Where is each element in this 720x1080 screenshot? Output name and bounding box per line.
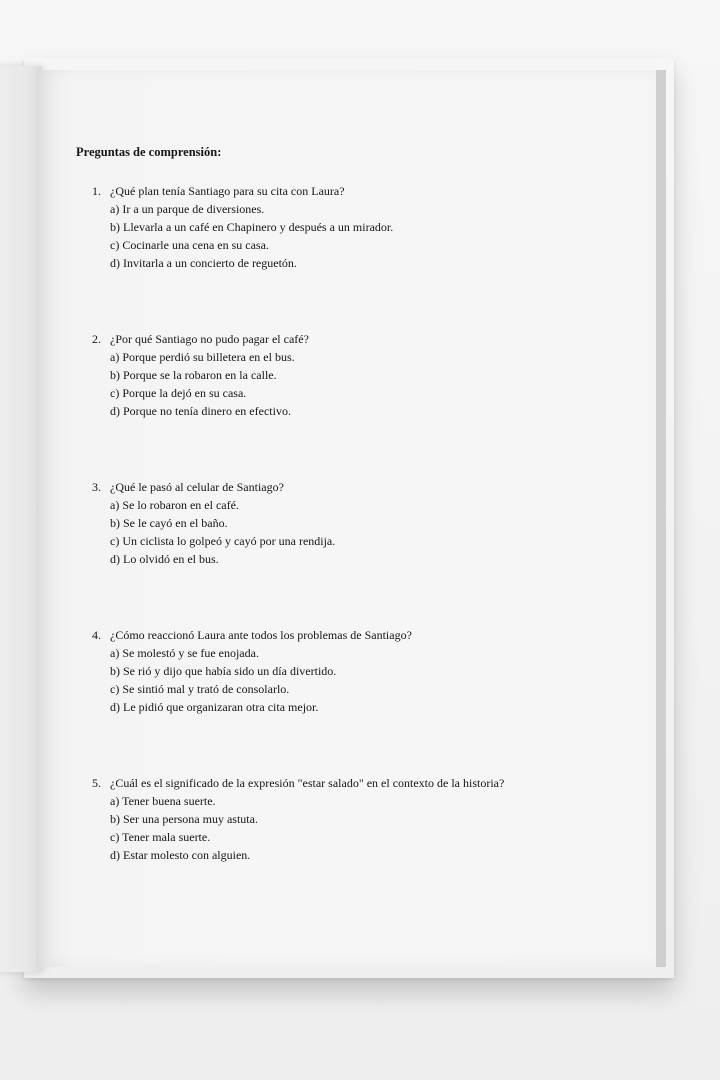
answer-option-c: c) Cocinarle una cena en su casa.: [110, 238, 269, 252]
question-4: [76, 626, 576, 716]
question-text: ¿Cuál es el significado de la expresión "estar salado" en el contexto de la historia?: [110, 776, 505, 790]
question-2: [76, 330, 576, 420]
question-text: ¿Qué le pasó al celular de Santiago?: [110, 480, 284, 494]
question-number: 3.: [92, 480, 101, 494]
answer-option-a: a) Se lo robaron en el café.: [110, 498, 239, 512]
question-text: ¿Qué plan tenía Santiago para su cita con Laura?: [110, 184, 345, 198]
question-text: ¿Cómo reaccionó Laura ante todos los problemas de Santiago?: [110, 628, 412, 642]
question-5: [76, 774, 576, 864]
question-number: 5.: [92, 776, 101, 790]
answer-option-a: a) Tener buena suerte.: [110, 794, 216, 808]
question-1: [76, 182, 576, 272]
answer-option-c: c) Tener mala suerte.: [110, 830, 211, 844]
answer-option-d: d) Porque no tenía dinero en efectivo.: [110, 404, 291, 418]
question-number: 1.: [92, 184, 101, 198]
answer-options: [110, 496, 576, 568]
answer-option-d: d) Invitarla a un concierto de reguetón.: [110, 256, 297, 270]
question-number: 2.: [92, 332, 101, 346]
question-3: [76, 478, 576, 568]
answer-option-b: b) Se rió y dijo que había sido un día divertido.: [110, 664, 337, 678]
answer-option-b: b) Porque se la robaron en la calle.: [110, 368, 277, 382]
answer-option-b: b) Ser una persona muy astuta.: [110, 812, 258, 826]
answer-option-c: c) Un ciclista lo golpeó y cayó por una rendija.: [110, 534, 336, 548]
question-number: 4.: [92, 628, 101, 642]
answer-options: [110, 644, 576, 716]
answer-option-a: a) Se molestó y se fue enojada.: [110, 646, 259, 660]
question-text: ¿Por qué Santiago no pudo pagar el café?: [110, 332, 309, 346]
answer-options: [110, 792, 576, 864]
answer-option-d: d) Le pidió que organizaran otra cita mejor.: [110, 700, 319, 714]
answer-options: [110, 348, 576, 420]
answer-option-a: a) Ir a un parque de diversiones.: [110, 202, 265, 216]
answer-option-b: b) Llevarla a un café en Chapinero y después a un mirador.: [110, 220, 394, 234]
answer-option-b: b) Se le cayó en el baño.: [110, 516, 228, 530]
answer-options: [110, 200, 576, 272]
section-title: Preguntas de comprensión:: [76, 145, 222, 159]
answer-option-c: c) Porque la dejó en su casa.: [110, 386, 247, 400]
answer-option-c: c) Se sintió mal y trató de consolarlo.: [110, 682, 290, 696]
comprehension-worksheet: [76, 145, 576, 922]
answer-option-d: d) Lo olvidó en el bus.: [110, 552, 219, 566]
answer-option-a: a) Porque perdió su billetera en el bus.: [110, 350, 295, 364]
answer-option-d: d) Estar molesto con alguien.: [110, 848, 251, 862]
